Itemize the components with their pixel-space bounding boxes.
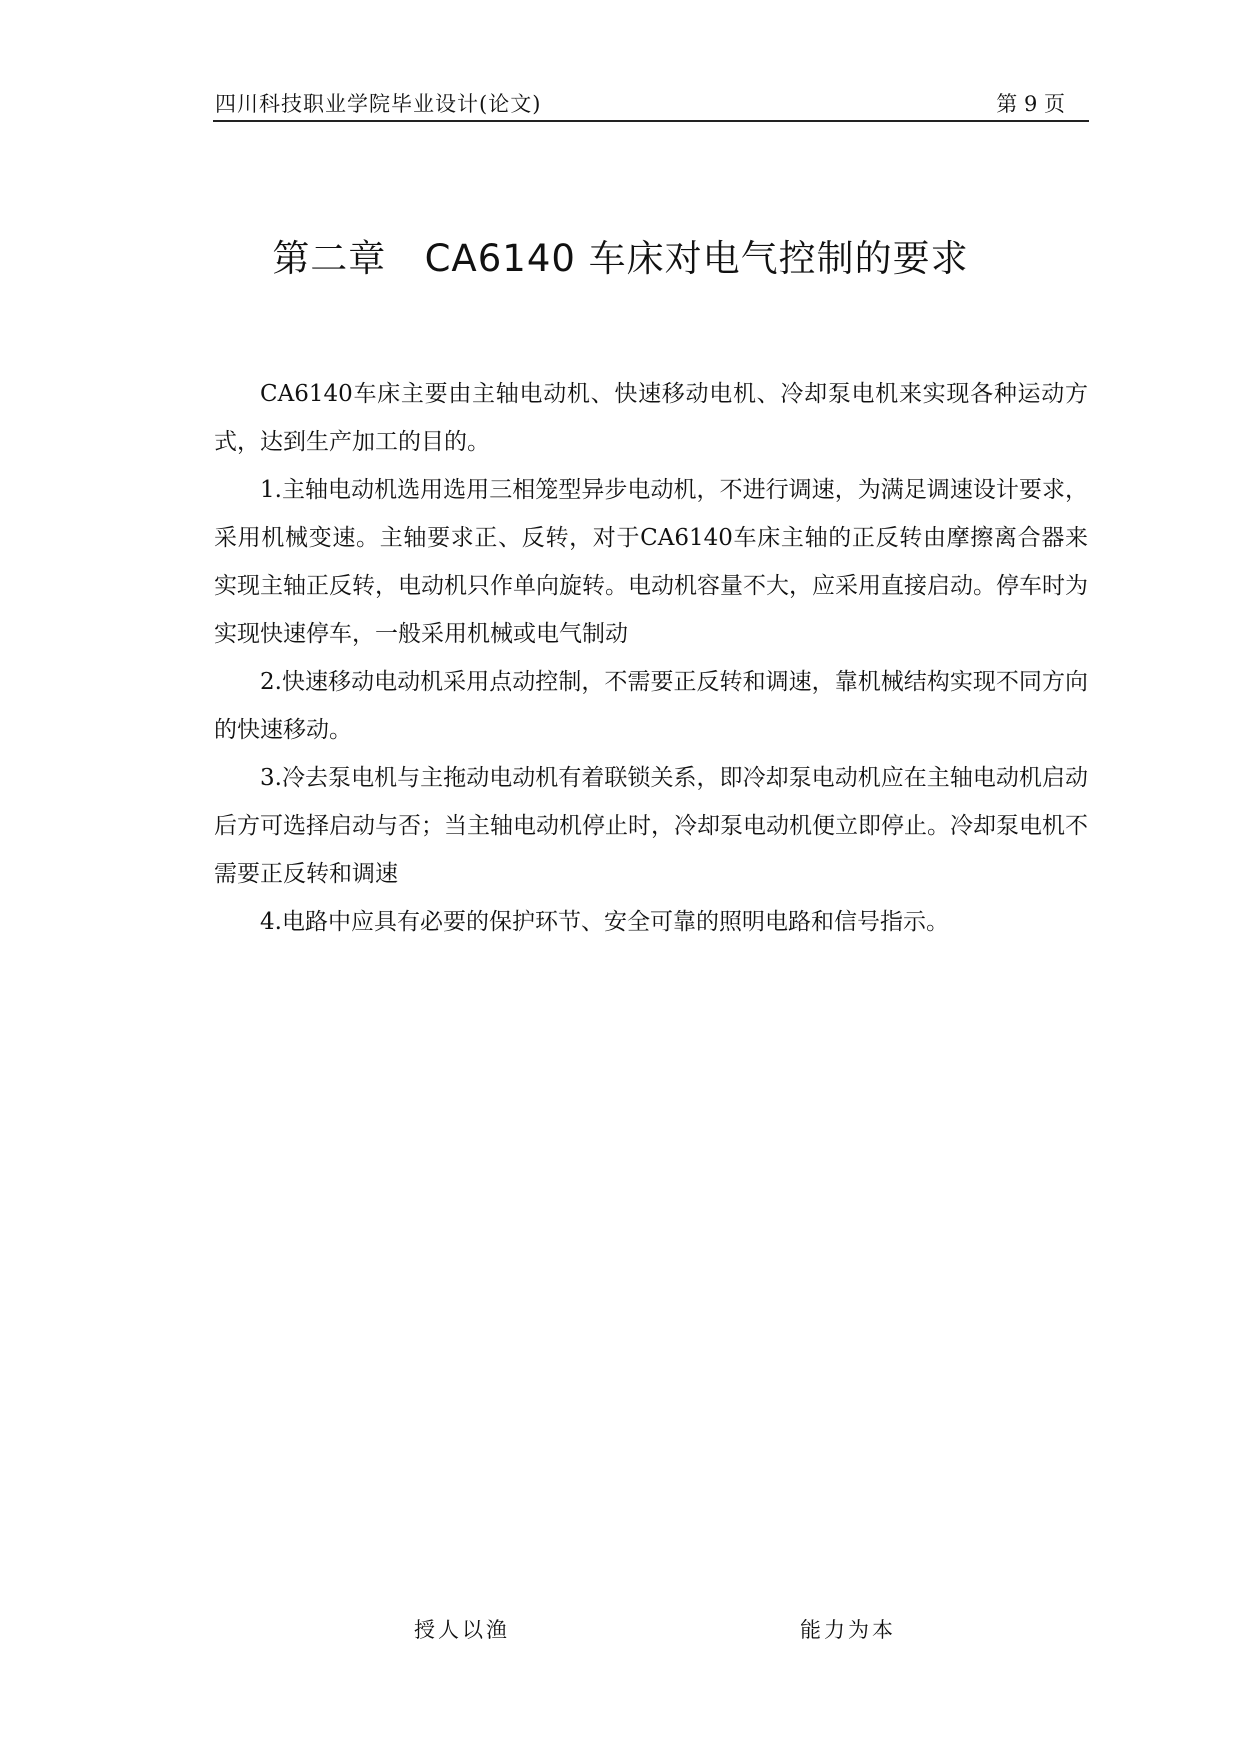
body-text <box>214 370 1088 946</box>
paragraph-item-3: 3.冷去泵电机与主拖动电动机有着联锁关系，即冷却泵电动机应在主轴电动机启动后方可选择启动与否；当主轴电动机停止时，冷却泵电动机便立即停止。冷却泵电机不需要正反转和调速 <box>214 765 1088 887</box>
chapter-title: 第二章 CA6140 车床对电气控制的要求 <box>272 237 969 280</box>
paragraph-item-2: 2.快速移动电动机采用点动控制，不需要正反转和调速，靠机械结构实现不同方向的快速移动。 <box>214 669 1088 743</box>
paragraph-item-1: 1.主轴电动机选用选用三相笼型异步电动机，不进行调速，为满足调速设计要求，采用机械变速。主轴要求正、反转，对于CA6140车床主轴的正反转由摩擦离合器来实现主轴正反转，电动机只作单向旋转。电动机容量不大，应采用直接启动。停车时为实现快速停车，一般采用机械或电气制动 <box>214 477 1088 647</box>
header-page-number: 第 9 页 <box>996 92 1065 116</box>
footer-motto-right: 能力为本 <box>800 1618 896 1642</box>
page-header <box>213 86 1089 122</box>
paragraph-intro: CA6140车床主要由主轴电动机、快速移动电机、冷却泵电机来实现各种运动方式，达到生产加工的目的。 <box>214 381 1088 455</box>
header-school-title: 四川科技职业学院毕业设计(论文) <box>215 92 542 116</box>
footer-motto-left: 授人以渔 <box>414 1618 510 1642</box>
paragraph-item-4: 4.电路中应具有必要的保护环节、安全可靠的照明电路和信号指示。 <box>260 909 949 935</box>
